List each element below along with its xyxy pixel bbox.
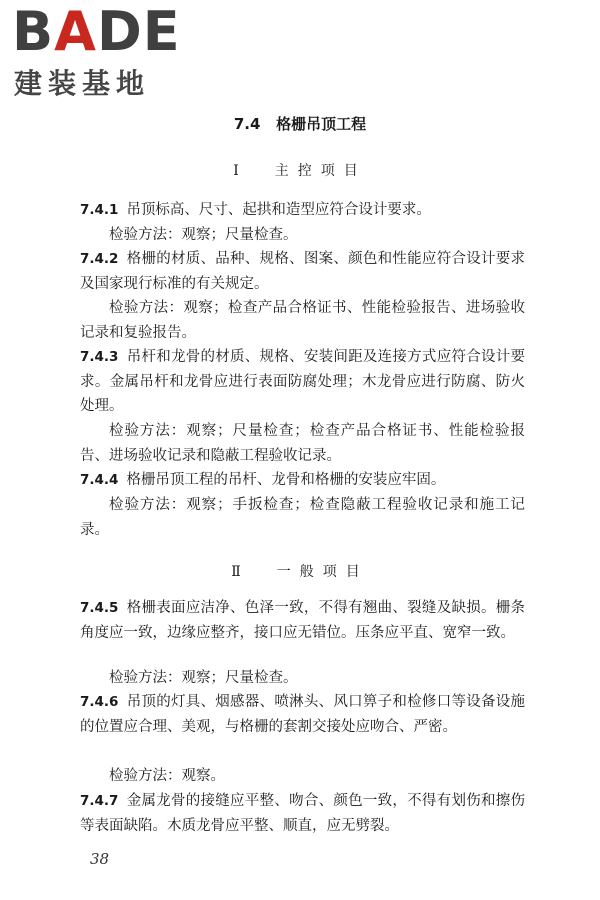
logo-letter-b: B — [12, 0, 55, 63]
clause-text: 吊顶标高、尺寸、起拱和造型应符合设计要求。 — [126, 202, 431, 218]
clause-7-4-3 — [80, 345, 525, 419]
clause-7-4-1-method: 检验方法：观察；尺量检查。 — [109, 227, 298, 243]
logo-letters-de: DE — [96, 0, 181, 63]
logo-wordmark — [12, 0, 181, 63]
subsection-heading-general-items: Ⅱ 一般项目 — [231, 564, 369, 580]
clause-7-4-2-method: 检验方法：观察；检查产品合格证书、性能检验报告、进场验收记录和复验报告。 — [80, 300, 525, 341]
clause-number: 7.4.7 — [80, 793, 119, 809]
clause-text: 吊杆和龙骨的材质、规格、安装间距及连接方式应符合设计要求。金属吊杆和龙骨应进行表面防腐处理；木龙骨应进行防腐、防火处理。 — [80, 349, 525, 414]
clause-text: 格栅的材质、品种、规格、图案、颜色和性能应符合设计要求及国家现行标准的有关规定。 — [80, 251, 525, 292]
bade-logo — [12, 0, 182, 100]
clause-7-4-2 — [80, 247, 525, 296]
clause-number: 7.4.5 — [80, 600, 119, 616]
clause-number: 7.4.3 — [80, 349, 119, 365]
clause-7-4-1 — [80, 198, 525, 223]
clause-7-4-4-method: 检验方法：观察；手扳检查；检查隐蔽工程验收记录和施工记录。 — [80, 497, 525, 538]
clause-7-4-4 — [80, 468, 525, 493]
clause-7-4-7 — [80, 789, 525, 838]
clause-text: 格栅吊顶工程的吊杆、龙骨和格栅的安装应牢固。 — [126, 472, 446, 488]
clause-number: 7.4.1 — [80, 202, 119, 218]
clause-number: 7.4.4 — [80, 472, 119, 488]
logo-letter-a: A — [54, 0, 97, 63]
subsection-heading-main-items: Ⅰ 主控项目 — [233, 163, 367, 179]
logo-subtitle: 建装基地 — [14, 67, 151, 100]
clause-7-4-6 — [80, 690, 525, 739]
clause-number: 7.4.6 — [80, 694, 119, 710]
section-title: 7.4 格栅吊顶工程 — [233, 115, 367, 133]
clause-7-4-5 — [80, 596, 525, 645]
clause-7-4-5-method: 检验方法：观察；尺量检查。 — [109, 670, 298, 686]
clause-text: 吊顶的灯具、烟感器、喷淋头、风口箅子和检修口等设备设施的位置应合理、美观，与格栅的套割交接处应吻合、严密。 — [80, 694, 525, 735]
clause-7-4-6-method: 检验方法：观察。 — [109, 768, 225, 784]
clause-number: 7.4.2 — [80, 251, 119, 267]
clause-text: 格栅表面应洁净、色泽一致，不得有翘曲、裂缝及缺损。栅条角度应一致，边缘应整齐，接口应无错位。压条应平直、宽窄一致。 — [80, 600, 525, 641]
clause-7-4-3-method: 检验方法：观察；尺量检查；检查产品合格证书、性能检验报告、进场验收记录和隐蔽工程验收记录。 — [80, 423, 525, 464]
clause-text: 金属龙骨的接缝应平整、吻合、颜色一致，不得有划伤和擦伤等表面缺陷。木质龙骨应平整、顺直，应无劈裂。 — [80, 793, 525, 834]
page-number: 38 — [90, 850, 110, 868]
